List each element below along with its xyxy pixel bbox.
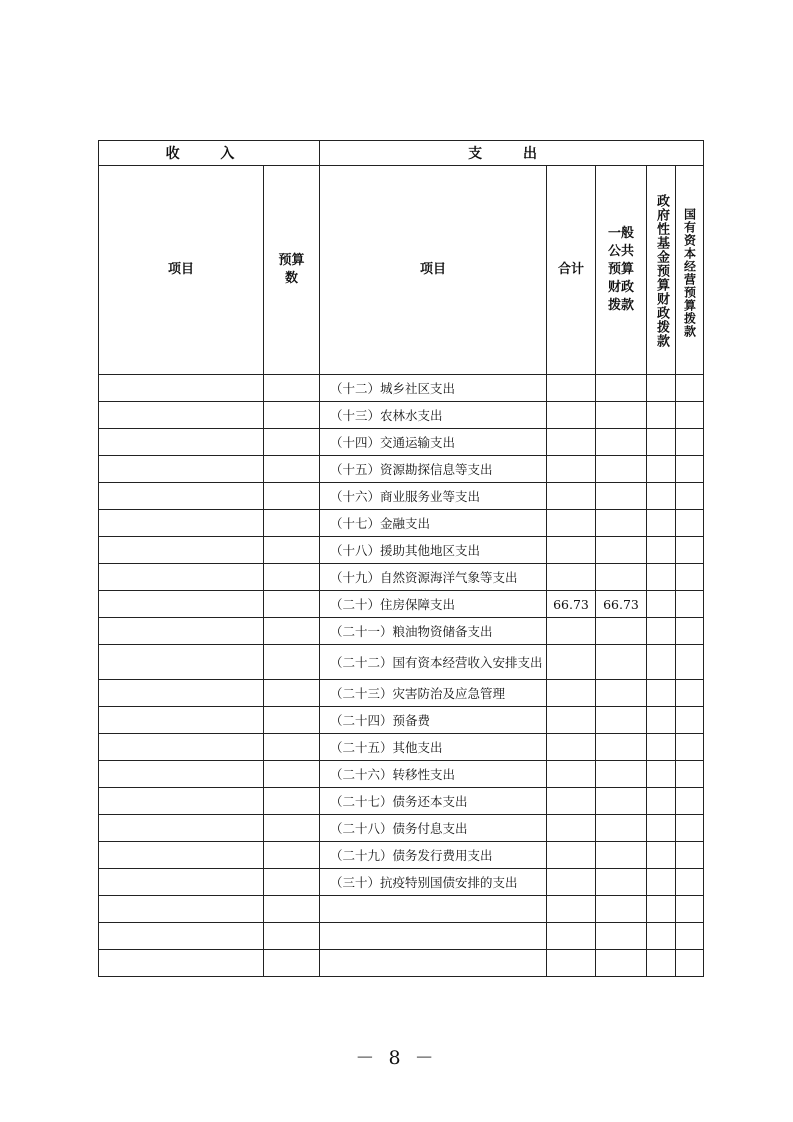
expenditure-item-cell: （二十八）债务付息支出	[320, 815, 547, 842]
state-capital-cell	[676, 950, 704, 977]
expenditure-item-cell: （二十二）国有资本经营收入安排支出	[320, 645, 547, 680]
table-row	[99, 869, 704, 896]
total-cell	[547, 429, 596, 456]
income-budget-cell	[264, 680, 320, 707]
income-item-cell	[99, 591, 264, 618]
expenditure-item-cell: （十四）交通运输支出	[320, 429, 547, 456]
table-row	[99, 761, 704, 788]
fund-budget-cell	[647, 707, 676, 734]
table-row	[99, 375, 704, 402]
income-item-cell	[99, 429, 264, 456]
fund-budget-cell	[647, 402, 676, 429]
total-cell	[547, 564, 596, 591]
fund-budget-cell	[647, 842, 676, 869]
state-capital-header-text: 国有资本经营预算拨款	[682, 208, 697, 338]
state-capital-cell	[676, 564, 704, 591]
fund-budget-cell	[647, 483, 676, 510]
income-item-cell	[99, 645, 264, 680]
income-budget-cell	[264, 510, 320, 537]
state-capital-cell	[676, 896, 704, 923]
fund-budget-cell	[647, 896, 676, 923]
total-cell	[547, 896, 596, 923]
state-capital-cell	[676, 456, 704, 483]
state-capital-cell	[676, 761, 704, 788]
table-row	[99, 564, 704, 591]
fund-budget-cell	[647, 537, 676, 564]
expenditure-item-cell: （二十七）债务还本支出	[320, 788, 547, 815]
total-cell	[547, 402, 596, 429]
total-cell	[547, 483, 596, 510]
fund-budget-header	[647, 166, 676, 375]
income-item-cell	[99, 564, 264, 591]
income-item-cell	[99, 510, 264, 537]
income-budget-cell	[264, 456, 320, 483]
fund-budget-cell	[647, 923, 676, 950]
income-item-header: 项目	[99, 166, 264, 375]
total-cell	[547, 618, 596, 645]
income-budget-cell	[264, 842, 320, 869]
table-body	[99, 375, 704, 977]
income-budget-cell	[264, 869, 320, 896]
expenditure-item-header: 项目	[320, 166, 547, 375]
fund-budget-cell	[647, 456, 676, 483]
income-header: 收 入	[99, 141, 320, 166]
fund-budget-cell	[647, 564, 676, 591]
general-budget-cell	[596, 815, 647, 842]
state-capital-cell	[676, 788, 704, 815]
general-budget-cell	[596, 510, 647, 537]
state-capital-cell	[676, 618, 704, 645]
total-cell	[547, 375, 596, 402]
expenditure-item-cell	[320, 923, 547, 950]
general-budget-cell	[596, 564, 647, 591]
total-cell	[547, 537, 596, 564]
general-budget-cell	[596, 869, 647, 896]
income-budget-cell	[264, 429, 320, 456]
income-item-cell	[99, 618, 264, 645]
expenditure-item-cell: （三十）抗疫特别国债安排的支出	[320, 869, 547, 896]
income-budget-cell	[264, 788, 320, 815]
income-budget-cell	[264, 815, 320, 842]
income-item-cell	[99, 761, 264, 788]
income-budget-header-text: 预算数	[278, 253, 305, 286]
state-capital-cell	[676, 680, 704, 707]
fund-budget-cell	[647, 734, 676, 761]
income-item-cell	[99, 707, 264, 734]
table-row	[99, 896, 704, 923]
general-budget-cell	[596, 707, 647, 734]
fund-budget-header-text: 政府性基金预算财政拨款	[654, 194, 669, 348]
state-capital-cell	[676, 734, 704, 761]
fund-budget-cell	[647, 950, 676, 977]
general-budget-cell	[596, 537, 647, 564]
expenditure-item-cell: （二十五）其他支出	[320, 734, 547, 761]
table-row	[99, 707, 704, 734]
section-header-row	[99, 141, 704, 166]
expenditure-item-cell: （十五）资源勘探信息等支出	[320, 456, 547, 483]
general-budget-header-text: 一般公共预算财政拨款	[607, 226, 634, 313]
total-cell	[547, 815, 596, 842]
general-budget-cell	[596, 896, 647, 923]
general-budget-cell	[596, 950, 647, 977]
state-capital-cell	[676, 591, 704, 618]
expenditure-item-cell: （十八）援助其他地区支出	[320, 537, 547, 564]
income-item-cell	[99, 869, 264, 896]
total-cell	[547, 680, 596, 707]
table-row	[99, 842, 704, 869]
table-row	[99, 591, 704, 618]
expenditure-item-cell: （十六）商业服务业等支出	[320, 483, 547, 510]
expenditure-item-cell: （二十九）债务发行费用支出	[320, 842, 547, 869]
total-cell	[547, 923, 596, 950]
general-budget-cell	[596, 923, 647, 950]
table-row	[99, 815, 704, 842]
general-budget-cell: 66.73	[596, 591, 647, 618]
income-budget-cell	[264, 950, 320, 977]
general-budget-cell	[596, 645, 647, 680]
fund-budget-cell	[647, 375, 676, 402]
expenditure-item-cell: （十七）金融支出	[320, 510, 547, 537]
state-capital-cell	[676, 483, 704, 510]
income-budget-cell	[264, 761, 320, 788]
general-budget-cell	[596, 429, 647, 456]
state-capital-cell	[676, 815, 704, 842]
total-cell	[547, 456, 596, 483]
state-capital-cell	[676, 375, 704, 402]
expenditure-item-cell: （二十六）转移性支出	[320, 761, 547, 788]
general-budget-header	[596, 166, 647, 375]
income-budget-cell	[264, 618, 320, 645]
general-budget-cell	[596, 402, 647, 429]
table-row	[99, 734, 704, 761]
general-budget-cell	[596, 483, 647, 510]
general-budget-cell	[596, 842, 647, 869]
total-cell	[547, 950, 596, 977]
table-row	[99, 429, 704, 456]
state-capital-header	[676, 166, 704, 375]
income-budget-cell	[264, 564, 320, 591]
general-budget-cell	[596, 456, 647, 483]
expenditure-item-cell	[320, 896, 547, 923]
income-budget-cell	[264, 734, 320, 761]
total-cell: 66.73	[547, 591, 596, 618]
table-row	[99, 456, 704, 483]
expenditure-item-cell: （十二）城乡社区支出	[320, 375, 547, 402]
fund-budget-cell	[647, 591, 676, 618]
general-budget-cell	[596, 680, 647, 707]
total-header: 合计	[547, 166, 596, 375]
general-budget-cell	[596, 761, 647, 788]
income-budget-cell	[264, 537, 320, 564]
table-row	[99, 788, 704, 815]
general-budget-cell	[596, 375, 647, 402]
table-row	[99, 510, 704, 537]
income-item-cell	[99, 680, 264, 707]
fund-budget-cell	[647, 815, 676, 842]
fund-budget-cell	[647, 645, 676, 680]
total-cell	[547, 788, 596, 815]
total-cell	[547, 645, 596, 680]
expenditure-item-cell: （二十三）灾害防治及应急管理	[320, 680, 547, 707]
table-row	[99, 537, 704, 564]
fund-budget-cell	[647, 618, 676, 645]
state-capital-cell	[676, 923, 704, 950]
fund-budget-cell	[647, 869, 676, 896]
income-item-cell	[99, 537, 264, 564]
total-cell	[547, 510, 596, 537]
general-budget-cell	[596, 734, 647, 761]
expenditure-header: 支 出	[320, 141, 704, 166]
income-item-cell	[99, 483, 264, 510]
income-item-cell	[99, 734, 264, 761]
income-item-cell	[99, 456, 264, 483]
income-budget-cell	[264, 402, 320, 429]
state-capital-cell	[676, 869, 704, 896]
state-capital-cell	[676, 402, 704, 429]
expenditure-item-cell: （十三）农林水支出	[320, 402, 547, 429]
table-row	[99, 950, 704, 977]
fund-budget-cell	[647, 761, 676, 788]
fund-budget-cell	[647, 429, 676, 456]
income-item-cell	[99, 842, 264, 869]
expenditure-item-cell: （二十四）预备费	[320, 707, 547, 734]
state-capital-cell	[676, 707, 704, 734]
table-row	[99, 923, 704, 950]
income-budget-cell	[264, 375, 320, 402]
table-row	[99, 680, 704, 707]
table-row	[99, 402, 704, 429]
state-capital-cell	[676, 510, 704, 537]
total-cell	[547, 761, 596, 788]
income-budget-cell	[264, 591, 320, 618]
table-row	[99, 645, 704, 680]
income-item-cell	[99, 402, 264, 429]
page-number: － 8 －	[355, 1047, 438, 1069]
expenditure-item-cell: （二十）住房保障支出	[320, 591, 547, 618]
state-capital-cell	[676, 645, 704, 680]
income-budget-header	[264, 166, 320, 375]
income-item-cell	[99, 950, 264, 977]
total-cell	[547, 869, 596, 896]
income-item-cell	[99, 923, 264, 950]
expenditure-item-cell: （十九）自然资源海洋气象等支出	[320, 564, 547, 591]
general-budget-cell	[596, 618, 647, 645]
total-cell	[547, 734, 596, 761]
income-budget-cell	[264, 645, 320, 680]
state-capital-cell	[676, 842, 704, 869]
income-item-cell	[99, 375, 264, 402]
expenditure-item-cell	[320, 950, 547, 977]
fund-budget-cell	[647, 680, 676, 707]
total-cell	[547, 842, 596, 869]
table-row	[99, 483, 704, 510]
income-item-cell	[99, 896, 264, 923]
fund-budget-cell	[647, 510, 676, 537]
total-cell	[547, 707, 596, 734]
table-row	[99, 618, 704, 645]
income-item-cell	[99, 815, 264, 842]
income-budget-cell	[264, 896, 320, 923]
income-budget-cell	[264, 923, 320, 950]
budget-table	[98, 140, 704, 977]
income-budget-cell	[264, 707, 320, 734]
state-capital-cell	[676, 429, 704, 456]
income-item-cell	[99, 788, 264, 815]
fund-budget-cell	[647, 788, 676, 815]
expenditure-item-cell: （二十一）粮油物资储备支出	[320, 618, 547, 645]
income-budget-cell	[264, 483, 320, 510]
state-capital-cell	[676, 537, 704, 564]
general-budget-cell	[596, 788, 647, 815]
column-header-row	[99, 166, 704, 375]
